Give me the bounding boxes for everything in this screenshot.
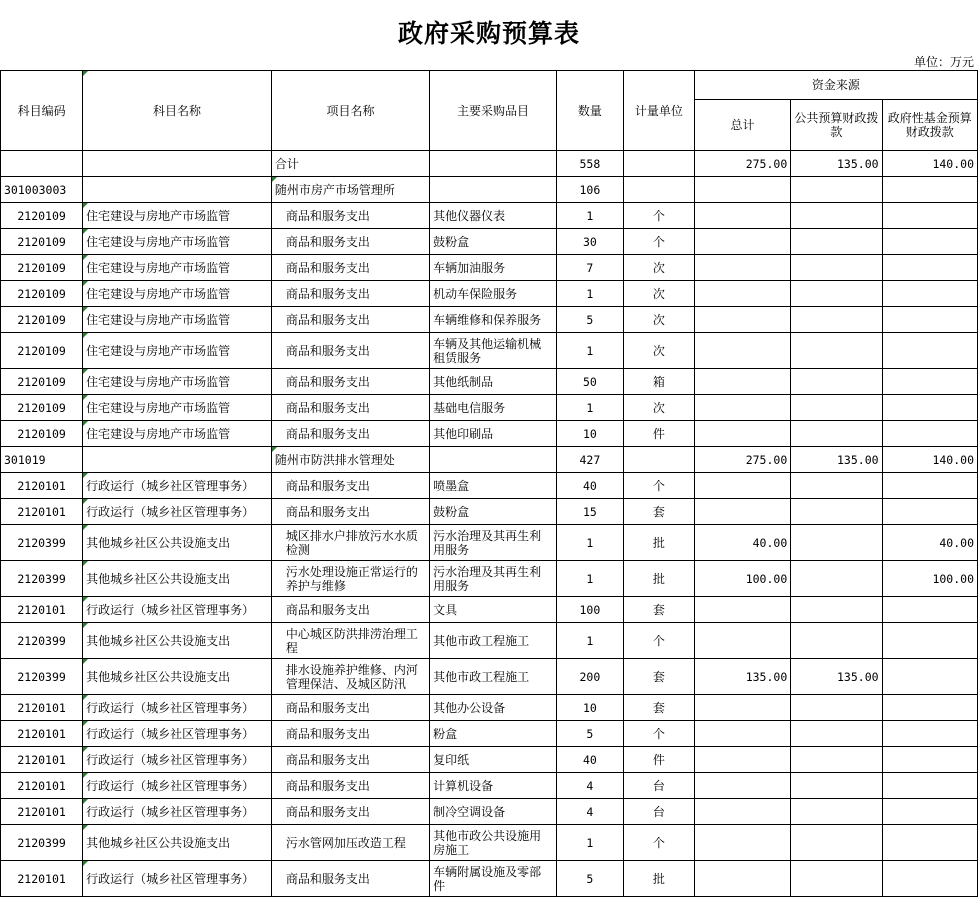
cell-public (791, 773, 882, 799)
cell-project: 随州市房产市场管理所 (271, 177, 429, 203)
table-row (1, 659, 978, 695)
cell-total (694, 421, 790, 447)
cell-item: 鼓粉盒 (430, 499, 557, 525)
cell-subject: 其他城乡社区公共设施支出 (83, 825, 272, 861)
cell-project: 商品和服务支出 (271, 473, 429, 499)
table-body (1, 151, 978, 897)
cell-measure: 次 (623, 307, 694, 333)
cell-code: 2120101 (1, 747, 83, 773)
cell-qty: 1 (556, 525, 623, 561)
cell-subject: 行政运行（城乡社区管理事务） (83, 597, 272, 623)
cell-total (694, 395, 790, 421)
cell-code: 2120101 (1, 721, 83, 747)
cell-project: 商品和服务支出 (271, 799, 429, 825)
table-row (1, 421, 978, 447)
table-row (1, 333, 978, 369)
cell-measure: 次 (623, 255, 694, 281)
cell-measure: 个 (623, 229, 694, 255)
cell-fund (882, 255, 977, 281)
cell-measure: 箱 (623, 369, 694, 395)
cell-fund (882, 597, 977, 623)
cell-subject: 住宅建设与房地产市场监管 (83, 281, 272, 307)
header-code: 科目编码 (1, 71, 83, 151)
cell-total (694, 307, 790, 333)
header-measure: 计量单位 (623, 71, 694, 151)
cell-fund: 40.00 (882, 525, 977, 561)
cell-subject: 其他城乡社区公共设施支出 (83, 525, 272, 561)
cell-item: 制冷空调设备 (430, 799, 557, 825)
cell-qty: 106 (556, 177, 623, 203)
cell-qty: 5 (556, 861, 623, 897)
cell-fund: 140.00 (882, 151, 977, 177)
cell-subject: 其他城乡社区公共设施支出 (83, 659, 272, 695)
cell-item: 鼓粉盒 (430, 229, 557, 255)
cell-qty: 5 (556, 307, 623, 333)
cell-item: 复印纸 (430, 747, 557, 773)
cell-qty: 427 (556, 447, 623, 473)
cell-item: 车辆加油服务 (430, 255, 557, 281)
cell-public (791, 203, 882, 229)
header-total: 总计 (694, 100, 790, 151)
cell-subject: 住宅建设与房地产市场监管 (83, 333, 272, 369)
cell-subject: 住宅建设与房地产市场监管 (83, 421, 272, 447)
cell-total (694, 177, 790, 203)
cell-code: 2120399 (1, 659, 83, 695)
cell-total (694, 825, 790, 861)
cell-fund (882, 281, 977, 307)
table-row (1, 623, 978, 659)
cell-item (430, 447, 557, 473)
cell-code: 2120101 (1, 773, 83, 799)
cell-measure: 批 (623, 525, 694, 561)
cell-qty: 15 (556, 499, 623, 525)
cell-code: 2120399 (1, 561, 83, 597)
cell-total (694, 747, 790, 773)
cell-total (694, 623, 790, 659)
header-fund: 政府性基金预算财政拨款 (882, 100, 977, 151)
cell-measure: 件 (623, 421, 694, 447)
cell-total: 275.00 (694, 447, 790, 473)
table-row (1, 597, 978, 623)
cell-subject (83, 151, 272, 177)
cell-code: 2120101 (1, 499, 83, 525)
cell-item: 其他仪器仪表 (430, 203, 557, 229)
cell-public (791, 307, 882, 333)
cell-project: 随州市防洪排水管理处 (271, 447, 429, 473)
cell-project: 商品和服务支出 (271, 255, 429, 281)
cell-measure: 个 (623, 623, 694, 659)
cell-fund (882, 473, 977, 499)
cell-total (694, 721, 790, 747)
cell-measure: 套 (623, 499, 694, 525)
cell-item: 车辆附属设施及零部件 (430, 861, 557, 897)
cell-project: 排水设施养护维修、内河管理保洁、及城区防汛 (271, 659, 429, 695)
cell-code: 2120109 (1, 229, 83, 255)
cell-public (791, 623, 882, 659)
cell-project: 商品和服务支出 (271, 229, 429, 255)
cell-measure: 次 (623, 281, 694, 307)
page-title: 政府采购预算表 (397, 19, 580, 48)
cell-measure: 个 (623, 203, 694, 229)
cell-code: 2120109 (1, 333, 83, 369)
cell-project: 商品和服务支出 (271, 721, 429, 747)
cell-public (791, 721, 882, 747)
header-project: 项目名称 (271, 71, 429, 151)
cell-code: 301003003 (1, 177, 83, 203)
cell-fund (882, 825, 977, 861)
cell-code: 2120399 (1, 525, 83, 561)
cell-subject: 住宅建设与房地产市场监管 (83, 307, 272, 333)
table-row (1, 447, 978, 473)
table-row (1, 721, 978, 747)
table-row (1, 369, 978, 395)
cell-project: 商品和服务支出 (271, 861, 429, 897)
cell-total: 135.00 (694, 659, 790, 695)
cell-fund: 100.00 (882, 561, 977, 597)
cell-code: 2120101 (1, 861, 83, 897)
cell-item: 机动车保险服务 (430, 281, 557, 307)
header-subject: 科目名称 (83, 71, 272, 151)
cell-total (694, 255, 790, 281)
cell-code: 2120109 (1, 395, 83, 421)
cell-fund (882, 721, 977, 747)
cell-subject: 行政运行（城乡社区管理事务） (83, 721, 272, 747)
cell-fund (882, 333, 977, 369)
cell-public (791, 825, 882, 861)
table-row (1, 747, 978, 773)
cell-code (1, 151, 83, 177)
cell-total (694, 773, 790, 799)
cell-public (791, 561, 882, 597)
cell-total (694, 499, 790, 525)
table-row (1, 307, 978, 333)
cell-public (791, 395, 882, 421)
header-public: 公共预算财政拨款 (791, 100, 882, 151)
cell-project: 商品和服务支出 (271, 333, 429, 369)
cell-public (791, 369, 882, 395)
cell-public (791, 177, 882, 203)
cell-code: 2120101 (1, 799, 83, 825)
header-qty: 数量 (556, 71, 623, 151)
cell-measure: 件 (623, 747, 694, 773)
table-row (1, 203, 978, 229)
cell-measure: 套 (623, 695, 694, 721)
cell-qty: 1 (556, 203, 623, 229)
cell-measure: 批 (623, 561, 694, 597)
cell-total (694, 861, 790, 897)
cell-total (694, 695, 790, 721)
cell-total: 100.00 (694, 561, 790, 597)
cell-public (791, 597, 882, 623)
cell-subject: 住宅建设与房地产市场监管 (83, 395, 272, 421)
cell-item: 文具 (430, 597, 557, 623)
cell-code: 301019 (1, 447, 83, 473)
cell-item: 其他办公设备 (430, 695, 557, 721)
cell-fund (882, 773, 977, 799)
table-row (1, 695, 978, 721)
table-row (1, 395, 978, 421)
cell-total: 275.00 (694, 151, 790, 177)
cell-measure (623, 151, 694, 177)
cell-project: 商品和服务支出 (271, 499, 429, 525)
cell-fund (882, 659, 977, 695)
cell-code: 2120101 (1, 695, 83, 721)
cell-measure: 个 (623, 473, 694, 499)
table-row (1, 861, 978, 897)
cell-total (694, 473, 790, 499)
table-row (1, 525, 978, 561)
cell-qty: 1 (556, 623, 623, 659)
cell-item: 计算机设备 (430, 773, 557, 799)
cell-qty: 200 (556, 659, 623, 695)
cell-total (694, 229, 790, 255)
cell-fund (882, 861, 977, 897)
cell-qty: 1 (556, 333, 623, 369)
table-row (1, 825, 978, 861)
cell-public: 135.00 (791, 151, 882, 177)
cell-item: 粉盒 (430, 721, 557, 747)
cell-code: 2120109 (1, 307, 83, 333)
cell-public: 135.00 (791, 447, 882, 473)
cell-qty: 558 (556, 151, 623, 177)
cell-project: 中心城区防洪排涝治理工程 (271, 623, 429, 659)
cell-project: 合计 (271, 151, 429, 177)
cell-measure: 个 (623, 721, 694, 747)
cell-qty: 30 (556, 229, 623, 255)
cell-fund (882, 747, 977, 773)
cell-project: 商品和服务支出 (271, 369, 429, 395)
table-row (1, 773, 978, 799)
cell-project: 商品和服务支出 (271, 747, 429, 773)
cell-qty: 100 (556, 597, 623, 623)
cell-qty: 10 (556, 421, 623, 447)
header-funds: 资金来源 (694, 71, 977, 100)
table-row (1, 151, 978, 177)
table-row (1, 229, 978, 255)
cell-total: 40.00 (694, 525, 790, 561)
cell-item: 其他印刷品 (430, 421, 557, 447)
cell-measure: 台 (623, 799, 694, 825)
cell-item (430, 177, 557, 203)
cell-measure: 个 (623, 825, 694, 861)
cell-fund (882, 229, 977, 255)
cell-subject: 行政运行（城乡社区管理事务） (83, 695, 272, 721)
cell-public (791, 333, 882, 369)
cell-subject: 行政运行（城乡社区管理事务） (83, 799, 272, 825)
cell-item: 其他纸制品 (430, 369, 557, 395)
cell-subject: 住宅建设与房地产市场监管 (83, 229, 272, 255)
cell-public (791, 229, 882, 255)
cell-project: 商品和服务支出 (271, 307, 429, 333)
cell-project: 城区排水户排放污水水质检测 (271, 525, 429, 561)
cell-measure (623, 447, 694, 473)
cell-item: 车辆维修和保养服务 (430, 307, 557, 333)
cell-subject (83, 177, 272, 203)
cell-item: 喷墨盒 (430, 473, 557, 499)
cell-total (694, 597, 790, 623)
cell-item: 基础电信服务 (430, 395, 557, 421)
cell-item: 其他市政工程施工 (430, 623, 557, 659)
cell-fund (882, 307, 977, 333)
cell-subject: 住宅建设与房地产市场监管 (83, 369, 272, 395)
cell-total (694, 203, 790, 229)
cell-subject: 住宅建设与房地产市场监管 (83, 203, 272, 229)
cell-subject (83, 447, 272, 473)
cell-measure: 套 (623, 597, 694, 623)
table-row (1, 177, 978, 203)
cell-fund (882, 203, 977, 229)
cell-code: 2120101 (1, 597, 83, 623)
cell-item: 其他市政公共设施用房施工 (430, 825, 557, 861)
cell-project: 商品和服务支出 (271, 281, 429, 307)
cell-qty: 1 (556, 281, 623, 307)
cell-measure (623, 177, 694, 203)
cell-subject: 行政运行（城乡社区管理事务） (83, 473, 272, 499)
cell-fund (882, 623, 977, 659)
cell-qty: 10 (556, 695, 623, 721)
cell-code: 2120109 (1, 281, 83, 307)
cell-item: 污水治理及其再生利用服务 (430, 525, 557, 561)
cell-project: 商品和服务支出 (271, 421, 429, 447)
cell-measure: 台 (623, 773, 694, 799)
cell-fund (882, 799, 977, 825)
cell-qty: 5 (556, 721, 623, 747)
cell-project: 商品和服务支出 (271, 597, 429, 623)
cell-public (791, 473, 882, 499)
cell-measure: 批 (623, 861, 694, 897)
cell-subject: 行政运行（城乡社区管理事务） (83, 747, 272, 773)
table-row (1, 473, 978, 499)
cell-fund (882, 395, 977, 421)
cell-public (791, 861, 882, 897)
cell-public (791, 499, 882, 525)
cell-code: 2120109 (1, 421, 83, 447)
cell-public (791, 421, 882, 447)
cell-fund: 140.00 (882, 447, 977, 473)
cell-fund (882, 369, 977, 395)
cell-public (791, 747, 882, 773)
cell-public (791, 695, 882, 721)
cell-subject: 住宅建设与房地产市场监管 (83, 255, 272, 281)
cell-subject: 行政运行（城乡社区管理事务） (83, 861, 272, 897)
cell-fund (882, 421, 977, 447)
cell-total (694, 799, 790, 825)
cell-code: 2120101 (1, 473, 83, 499)
cell-total (694, 281, 790, 307)
cell-measure: 次 (623, 395, 694, 421)
header-item: 主要采购品目 (430, 71, 557, 151)
cell-project: 商品和服务支出 (271, 695, 429, 721)
cell-subject: 其他城乡社区公共设施支出 (83, 623, 272, 659)
cell-code: 2120399 (1, 623, 83, 659)
cell-qty: 40 (556, 473, 623, 499)
cell-fund (882, 695, 977, 721)
cell-project: 商品和服务支出 (271, 773, 429, 799)
cell-qty: 4 (556, 799, 623, 825)
cell-public (791, 281, 882, 307)
cell-fund (882, 177, 977, 203)
cell-code: 2120399 (1, 825, 83, 861)
cell-code: 2120109 (1, 255, 83, 281)
cell-item: 污水治理及其再生利用服务 (430, 561, 557, 597)
cell-measure: 次 (623, 333, 694, 369)
budget-table (0, 70, 978, 897)
cell-item: 车辆及其他运输机械租赁服务 (430, 333, 557, 369)
cell-total (694, 333, 790, 369)
unit-label: 单位：万元 (913, 55, 974, 69)
cell-project: 商品和服务支出 (271, 203, 429, 229)
cell-project: 污水处理设施正常运行的养护与维修 (271, 561, 429, 597)
cell-subject: 行政运行（城乡社区管理事务） (83, 773, 272, 799)
cell-subject: 行政运行（城乡社区管理事务） (83, 499, 272, 525)
cell-total (694, 369, 790, 395)
cell-fund (882, 499, 977, 525)
cell-qty: 1 (556, 561, 623, 597)
table-row (1, 281, 978, 307)
table-row (1, 799, 978, 825)
cell-public (791, 255, 882, 281)
cell-item (430, 151, 557, 177)
cell-qty: 7 (556, 255, 623, 281)
cell-qty: 40 (556, 747, 623, 773)
cell-public: 135.00 (791, 659, 882, 695)
table-row (1, 255, 978, 281)
cell-measure: 套 (623, 659, 694, 695)
cell-code: 2120109 (1, 203, 83, 229)
cell-code: 2120109 (1, 369, 83, 395)
cell-qty: 1 (556, 395, 623, 421)
table-row (1, 499, 978, 525)
cell-project: 污水管网加压改造工程 (271, 825, 429, 861)
cell-subject: 其他城乡社区公共设施支出 (83, 561, 272, 597)
cell-qty: 50 (556, 369, 623, 395)
cell-qty: 1 (556, 825, 623, 861)
table-row (1, 561, 978, 597)
cell-public (791, 525, 882, 561)
cell-public (791, 799, 882, 825)
cell-item: 其他市政工程施工 (430, 659, 557, 695)
cell-qty: 4 (556, 773, 623, 799)
cell-project: 商品和服务支出 (271, 395, 429, 421)
